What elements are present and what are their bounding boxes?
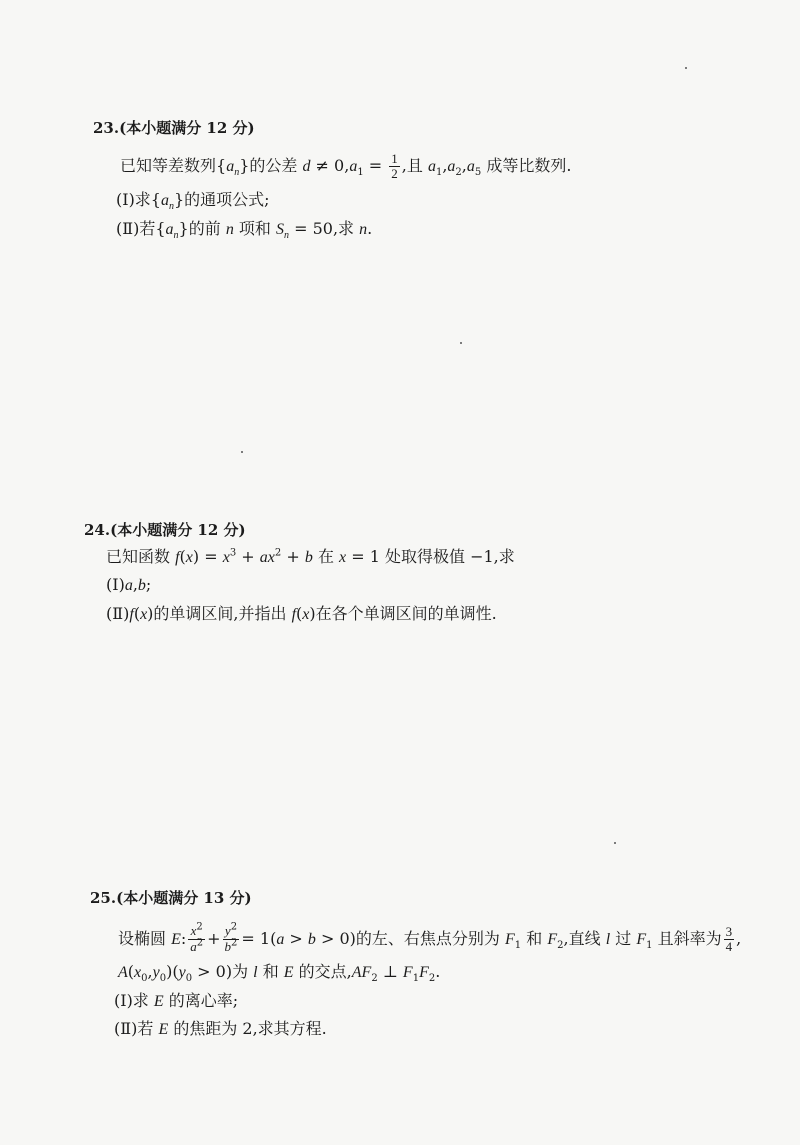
scan-speck — [614, 842, 616, 844]
scan-speck — [241, 451, 243, 453]
problem-header — [90, 888, 252, 908]
problem-points: (本小题满分 12 分) — [110, 521, 246, 539]
sub-question-2: (Ⅱ)若$\{a_n\}$的前 n 项和 $S_n = 50$,求 n. — [116, 219, 373, 242]
problem-points: (本小题满分 13 分) — [116, 889, 252, 907]
problem-25 — [90, 888, 790, 1048]
problem-23 — [93, 118, 773, 248]
problem-condition: $A(x_0,y_0)(y_0 > 0)$为 l 和 E 的交点$,AF_2$ ⊥ $F_1F_2$. — [118, 962, 441, 985]
sub-question-2: (Ⅱ)f(x)的单调区间,并指出 f(x)在各个单调区间的单调性. — [106, 604, 497, 623]
problem-statement: 设椭圆 E: $\frac{x^2}{a^2}$ + $\frac{y^2}{b^2}$ = 1(a > b > 0)的左、右焦点分别为 $F_1$ 和 $F_2$,直线 l 过 $F_1$ 且斜率为 $\frac{3}{4}$ , — [118, 921, 742, 954]
sub-question-2: (Ⅱ)若 E 的焦距为 2,求其方程. — [114, 1019, 327, 1038]
problem-statement: 已知函数 $f(x) = x^3 + ax^2 + b$ 在 x = 1 处取得极值 −1,求 — [106, 547, 515, 566]
problem-number: 24. — [84, 521, 111, 539]
scan-speck — [685, 67, 687, 69]
sub-question-1: (Ⅰ)a,b; — [106, 575, 152, 594]
problem-statement: 已知等差数列$\{a_n\}$的公差 $d \ne 0,a_1$ = $\frac{1}{2}$ ,且 $a_1,a_2,a_5$ 成等比数列. — [120, 151, 572, 181]
problem-number: 23. — [93, 119, 120, 137]
problem-24 — [84, 520, 774, 630]
problem-header — [84, 520, 246, 540]
problem-points: (本小题满分 12 分) — [119, 119, 255, 137]
sub-question-1: (Ⅰ)求$\{a_n\}$的通项公式; — [116, 190, 270, 213]
problem-number: 25. — [90, 889, 117, 907]
sub-question-1: (Ⅰ)求 E 的离心率; — [114, 991, 239, 1010]
problem-header — [93, 118, 255, 138]
scan-speck — [460, 342, 462, 344]
